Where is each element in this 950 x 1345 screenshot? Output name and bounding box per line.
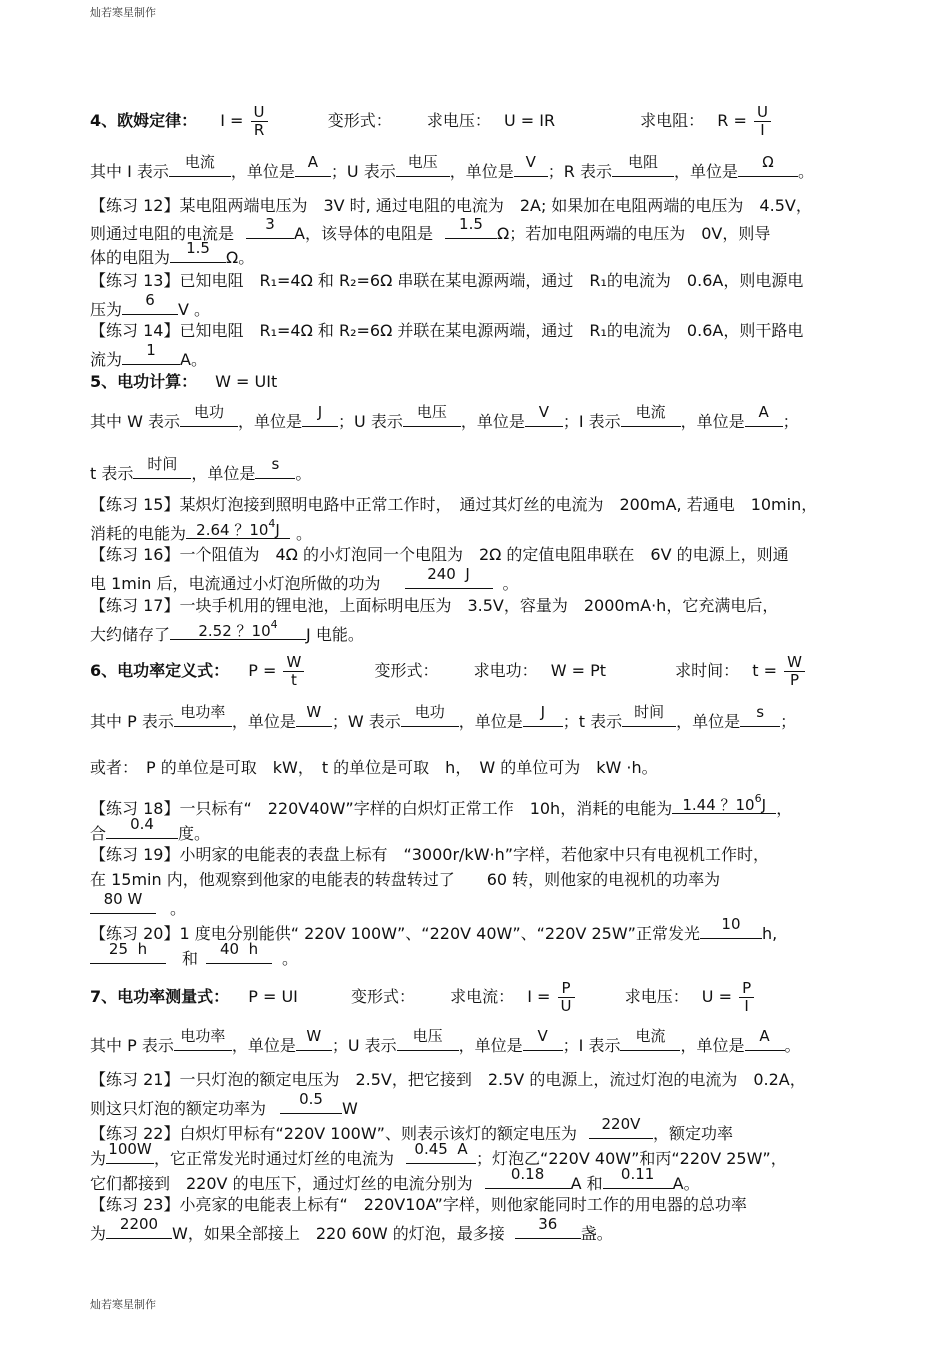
power-fraction [283, 654, 304, 689]
answer-text: s [271, 455, 280, 473]
ohm-fraction [251, 104, 268, 139]
answer-blank [246, 215, 294, 239]
def-text: 其中 I 表示 [90, 162, 169, 181]
answer-blank [700, 915, 762, 939]
answer-blank [397, 1027, 459, 1051]
answer-unit: h [137, 940, 148, 958]
answer-exponent: 4 [270, 618, 278, 631]
answer-blank [122, 341, 180, 365]
answer-blank [515, 1215, 581, 1239]
answer-blank [302, 403, 338, 427]
answer-value: 40 [219, 940, 240, 958]
answer-blank [280, 1090, 342, 1114]
answer-blank [106, 815, 178, 839]
exercise-text: 合 [90, 824, 107, 843]
section-6-heading [90, 654, 807, 689]
answer-value: 25 [108, 940, 129, 958]
def-text: ；I 表示 [562, 1036, 621, 1055]
answer-text: s [756, 703, 765, 721]
exercise-text: 盏。 [580, 1224, 613, 1243]
answer-blank [90, 890, 156, 914]
voltage-label: 求电压： [624, 987, 689, 1006]
exercise-14-line-2 [90, 341, 207, 370]
power-formula-lhs: P = [248, 661, 277, 680]
answer-value: 0.45 [414, 1140, 448, 1158]
answer-blank [180, 403, 238, 427]
resistance-fraction [754, 104, 771, 139]
answer-text: 0.5 [299, 1090, 323, 1108]
def-text: 其中 W 表示 [90, 412, 180, 431]
section-5-time-line [90, 455, 312, 484]
answer-text: 电压 [407, 153, 438, 171]
def-text: ；U 表示 [338, 412, 403, 431]
exercise-text: 【练习 22】白炽灯甲标有“220V 100W”、则表示该灯的额定电压为 [90, 1124, 577, 1143]
exercise-text: 。 [282, 949, 299, 968]
work-formula: W = UIt [215, 372, 278, 391]
answer-text: 1 [146, 341, 156, 359]
answer-text: 电功 [193, 403, 224, 421]
time-lhs: t = [752, 661, 778, 680]
def-text: 其中 P 表示 [90, 712, 174, 731]
exercise-text: Ω。 [226, 248, 255, 267]
exercise-13-line-1: 【练习 13】已知电阻 R₁=4Ω 和 R₂=6Ω 串联在某电源两端，通过 R₁的电流为 0.6A，则电源电 [90, 271, 804, 290]
def-text: ；R 表示 [547, 162, 612, 181]
answer-blank [401, 703, 459, 727]
answer-text: 电功 [414, 703, 445, 721]
ohm-formula-lhs: I = [220, 111, 244, 130]
time-numerator: W [784, 654, 805, 672]
exercise-23-line-2 [90, 1215, 613, 1244]
answer-blank [745, 403, 783, 427]
voltage-numerator: P [739, 980, 754, 998]
section-4-definitions [90, 153, 814, 182]
exercise-text: 体的电阻为 [90, 248, 171, 267]
exercise-text: 为 [90, 1149, 107, 1168]
power-denominator: t [290, 671, 297, 689]
answer-blank [405, 565, 493, 589]
answer-text: 36 [538, 1215, 558, 1233]
answer-text: 电压 [416, 403, 447, 421]
def-text: ；t 表示 [562, 712, 623, 731]
exercise-text: ，额定功率 [652, 1124, 733, 1143]
exercise-text: ；灯泡乙“220V 40W”和丙“220V 25W”， [476, 1149, 787, 1168]
exercise-18-line-2 [90, 815, 211, 844]
resistance-denominator: I [760, 121, 765, 139]
answer-value: 2.64 ？10 [196, 521, 269, 539]
time-fraction [784, 654, 805, 689]
resistance-numerator: U [754, 104, 771, 122]
answer-blank [255, 455, 295, 479]
answer-blank [740, 703, 780, 727]
def-text: ，单位是 [458, 712, 523, 731]
answer-text [672, 789, 776, 815]
answer-text: A [759, 1027, 770, 1045]
answer-unit: A [457, 1140, 468, 1158]
answer-blank [406, 1140, 476, 1164]
section-4-heading [90, 104, 773, 139]
def-text: ，单位是 [230, 162, 295, 181]
answer-blank [396, 153, 450, 177]
def-text: ，单位是 [231, 712, 296, 731]
answer-blank [170, 618, 306, 640]
answer-blank [603, 1165, 673, 1189]
power-measure-formula: P = UI [248, 987, 298, 1006]
exercise-text: W [342, 1099, 358, 1118]
exercise-22-line-2 [90, 1140, 787, 1169]
def-text: ，单位是 [238, 412, 303, 431]
section-6-title: 6、电功率定义式： [90, 661, 230, 680]
answer-value: 80 [103, 890, 123, 908]
exercise-text: W，如果全部接上 220 60W 的灯泡，最多接 [172, 1224, 505, 1243]
exercise-text: ， [776, 799, 793, 818]
def-text: t 表示 [90, 464, 134, 483]
answer-blank [514, 153, 548, 177]
section-6-definitions [90, 703, 797, 732]
exercise-text: 为 [90, 1224, 107, 1243]
ohm-numerator: U [251, 104, 268, 122]
answer-value: 2.52 ？10 [198, 622, 271, 640]
answer-text: V [537, 1027, 548, 1045]
answer-blank [90, 940, 166, 964]
answer-unit: h [248, 940, 259, 958]
def-text: ，单位是 [680, 1036, 745, 1055]
answer-text: W [306, 1027, 322, 1045]
answer-value: 1.44 ？10 [682, 796, 755, 814]
answer-blank [122, 291, 178, 315]
page-footer: 灿若寒星制作 [90, 1298, 156, 1311]
exercise-23-line-1: 【练习 23】小亮家的电能表上标有“ 220V10A”字样，则他家能同时工作的用电器的总功率 [90, 1195, 747, 1214]
exercise-text: V 。 [178, 300, 211, 319]
section-5-title: 5、电功计算： [90, 372, 198, 391]
answer-blank [133, 455, 191, 479]
def-text: 。 [295, 464, 312, 483]
def-text: ，单位是 [458, 1036, 523, 1055]
exercise-18-line-1 [90, 792, 793, 819]
exercise-text: A，该导体的电阻是 [294, 224, 433, 243]
answer-text: 电流 [635, 1027, 666, 1045]
exercise-text: J 电能。 [306, 625, 364, 644]
def-text: ，单位是 [449, 162, 514, 181]
exercise-text: 电 1min 后，电流通过小灯泡所做的功为 [90, 574, 381, 593]
answer-text [170, 615, 306, 641]
answer-text: A [307, 153, 319, 171]
voltage-fraction [739, 980, 754, 1015]
exercise-text: ，它正常发光时通过灯丝的电流为 [154, 1149, 395, 1168]
answer-blank [174, 1027, 232, 1051]
section-7-definitions [90, 1027, 801, 1056]
ohm-denominator: R [253, 121, 265, 139]
answer-text: 1.5 [186, 239, 210, 257]
answer-text [206, 939, 272, 959]
answer-blank [186, 517, 290, 539]
def-text: ，单位是 [191, 464, 256, 483]
section-5-heading [90, 372, 277, 392]
answer-text [90, 889, 156, 909]
answer-blank [738, 153, 798, 177]
exercise-20-line-1 [90, 915, 778, 944]
answer-text: 3 [265, 215, 275, 233]
exercise-text: 则这只灯泡的额定功率为 [90, 1099, 267, 1118]
exercise-14-line-1: 【练习 14】已知电阻 R₁=4Ω 和 R₂=6Ω 并联在某电源两端，通过 R₁的电流为 0.6A，则干路电 [90, 321, 804, 340]
answer-blank [622, 703, 676, 727]
exercise-text: 消耗的电能为 [90, 524, 187, 543]
answer-blank [106, 1215, 172, 1239]
answer-unit: J [275, 521, 280, 539]
answer-blank [403, 403, 461, 427]
answer-text: 100W [108, 1140, 152, 1158]
current-numerator: P [558, 980, 575, 998]
answer-text: 电流 [635, 403, 666, 421]
exercise-text: A。 [672, 1174, 700, 1193]
answer-blank [523, 703, 563, 727]
time-label: 求时间： [675, 661, 740, 680]
answer-value: 240 [427, 565, 456, 583]
section-4-title: 4、欧姆定律： [90, 111, 198, 130]
answer-blank [620, 1027, 680, 1051]
def-text: ； [780, 712, 797, 731]
voltage-formula: U = IR [503, 111, 556, 130]
answer-blank [525, 403, 563, 427]
answer-text: 0.18 [510, 1165, 545, 1183]
exercise-12-line-3 [90, 239, 255, 268]
exercise-22-line-3 [90, 1165, 700, 1194]
variant-label: 变形式： [350, 987, 415, 1006]
answer-blank [745, 1027, 785, 1051]
answer-text: 时间 [634, 703, 665, 721]
answer-text [186, 514, 290, 540]
variant-label: 变形式： [374, 661, 439, 680]
answer-text: 电压 [412, 1027, 443, 1045]
def-text: ，单位是 [676, 712, 741, 731]
work-label: 求电功： [473, 661, 538, 680]
def-text: ；I 表示 [562, 412, 621, 431]
exercise-20-line-2 [90, 940, 299, 969]
answer-text: 10 [721, 915, 741, 933]
def-text: ，单位是 [673, 162, 738, 181]
exercise-16-line-2 [90, 565, 519, 594]
voltage-lhs: U = [701, 987, 732, 1006]
exercise-12-line-1: 【练习 12】某电阻两端电压为 3V 时, 通过电阻的电流为 2A; 如果加在电阻两端的电压为 4.5V， [90, 196, 812, 215]
exercise-text: 大约储存了 [90, 625, 171, 644]
answer-blank [589, 1115, 653, 1139]
answer-blank [621, 403, 681, 427]
answer-text: 6 [145, 291, 155, 309]
section-7-title: 7、电功率测量式： [90, 987, 230, 1006]
answer-text: 电功率 [180, 703, 226, 721]
def-text: 。 [797, 162, 814, 181]
answer-text: J [540, 703, 545, 721]
answer-text: 时间 [147, 455, 178, 473]
work-formula: W = Pt [550, 661, 607, 680]
exercise-19-line-2: 在 15min 内，他观察到他家的电能表的转盘转过了 60 转，则他家的电视机的功率为 [90, 870, 721, 889]
answer-text: J [317, 403, 323, 421]
answer-text: Ω [762, 153, 774, 171]
time-denominator: P [790, 671, 800, 689]
exercise-text: 。 [502, 574, 519, 593]
def-text: ；U 表示 [331, 1036, 397, 1055]
answer-unit: W [127, 890, 143, 908]
answer-blank [295, 153, 331, 177]
section-5-definitions [90, 403, 799, 432]
answer-text: 220V [601, 1115, 641, 1133]
exercise-text: 则通过电阻的电流是 [90, 224, 235, 243]
resistance-label: 求电阻： [640, 111, 705, 130]
voltage-denominator: I [744, 997, 749, 1015]
exercise-21-line-2 [90, 1090, 358, 1119]
answer-blank [296, 1027, 332, 1051]
exercise-text: 和 [182, 949, 199, 968]
answer-text [405, 564, 493, 584]
exercise-16-line-1: 【练习 16】一个阻值为 4Ω 的小灯泡同一个电阻为 2Ω 的定值电阻串联在 6V 的电源上，则通 [90, 545, 789, 564]
def-text: ； [782, 412, 799, 431]
exercise-21-line-1: 【练习 21】一只灯泡的额定电压为 2.5V，把它接到 2.5V 的电源上，流过灯泡的电流为 0.2A， [90, 1070, 806, 1089]
answer-text: 电功率 [180, 1027, 226, 1045]
answer-text: V [538, 403, 549, 421]
exercise-text: A。 [180, 350, 207, 369]
answer-blank [523, 1027, 563, 1051]
exercise-text: Ω；若加电阻两端的电压为 0V，则导 [496, 224, 771, 243]
def-text: ；U 表示 [330, 162, 396, 181]
section-7-heading [90, 980, 756, 1015]
current-fraction [558, 980, 575, 1015]
page-header: 灿若寒星制作 [90, 6, 156, 19]
current-denominator: U [560, 997, 572, 1015]
exercise-19-line-1: 【练习 19】小明家的电能表的表盘上标有 “3000r/kW·h”字样，若他家中只有电视机工作时， [90, 845, 770, 864]
answer-exponent: 4 [268, 517, 276, 530]
answer-blank [445, 215, 497, 239]
variant-label: 变形式： [327, 111, 392, 130]
answer-text: V [525, 153, 536, 171]
answer-blank [106, 1140, 154, 1164]
exercise-text: 【练习 20】1 度电分别能供“ 220V 100W”、“220V 40W”、“220V 25W”正常发光 [90, 924, 700, 943]
def-text: 其中 P 表示 [90, 1036, 174, 1055]
answer-unit: J [761, 796, 767, 814]
answer-text: W [306, 703, 322, 721]
resistance-lhs: R = [717, 111, 747, 130]
def-text: ，单位是 [231, 1036, 296, 1055]
exercise-text: h, [761, 924, 778, 943]
exercise-text: 压为 [90, 300, 123, 319]
answer-blank [169, 153, 231, 177]
answer-text: 1.5 [459, 215, 483, 233]
answer-blank [296, 703, 332, 727]
voltage-label: 求电压： [426, 111, 491, 130]
answer-blank [174, 703, 232, 727]
exercise-text: 。 [170, 899, 187, 918]
answer-blank [612, 153, 674, 177]
answer-blank [672, 792, 776, 814]
exercise-17-line-2 [90, 618, 364, 645]
answer-blank [170, 239, 226, 263]
answer-unit: J [465, 565, 470, 583]
def-text: ，单位是 [460, 412, 525, 431]
answer-text [406, 1139, 476, 1159]
exercise-17-line-1: 【练习 17】一块手机用的锂电池，上面标明电压为 3.5V，容量为 2000mA·h，它充满电后， [90, 596, 779, 615]
exercise-text: 流为 [90, 350, 123, 369]
answer-text: 电阻 [627, 153, 658, 171]
answer-blank [206, 940, 272, 964]
exercise-text: 【练习 18】一只标有“ 220V40W”字样的白炽灯正常工作 10h，消耗的电能为 [90, 799, 673, 818]
exercise-15-line-2 [90, 517, 313, 544]
exercise-text: 度。 [178, 824, 211, 843]
answer-text: 电流 [184, 153, 215, 171]
answer-text: A [758, 403, 769, 421]
answer-text: 2200 [119, 1215, 159, 1233]
def-text: ，单位是 [680, 412, 745, 431]
exercise-13-line-2 [90, 291, 211, 320]
answer-text: 0.4 [130, 815, 154, 833]
section-6-units-note: 或者： P 的单位是可取 kW， t 的单位是可取 h， W 的单位可为 kW ·h。 [90, 758, 658, 777]
def-text: ；W 表示 [331, 712, 401, 731]
answer-exponent: 6 [754, 792, 762, 805]
exercise-text: 。 [296, 524, 313, 543]
current-lhs: I = [527, 987, 551, 1006]
answer-text [90, 939, 166, 959]
exercise-19-line-3 [90, 890, 187, 919]
exercise-text: 它们都接到 220V 的电压下，通过灯丝的电流分别为 [90, 1174, 473, 1193]
exercise-text: A 和 [570, 1174, 603, 1193]
power-numerator: W [283, 654, 304, 672]
current-label: 求电流： [450, 987, 515, 1006]
exercise-15-line-1: 【练习 15】某炽灯泡接到照明电路中正常工作时， 通过其灯丝的电流为 200mA, 若通电 10min， [90, 495, 818, 514]
answer-text: 0.11 [620, 1165, 655, 1183]
def-text: 。 [784, 1036, 801, 1055]
answer-blank [485, 1165, 571, 1189]
